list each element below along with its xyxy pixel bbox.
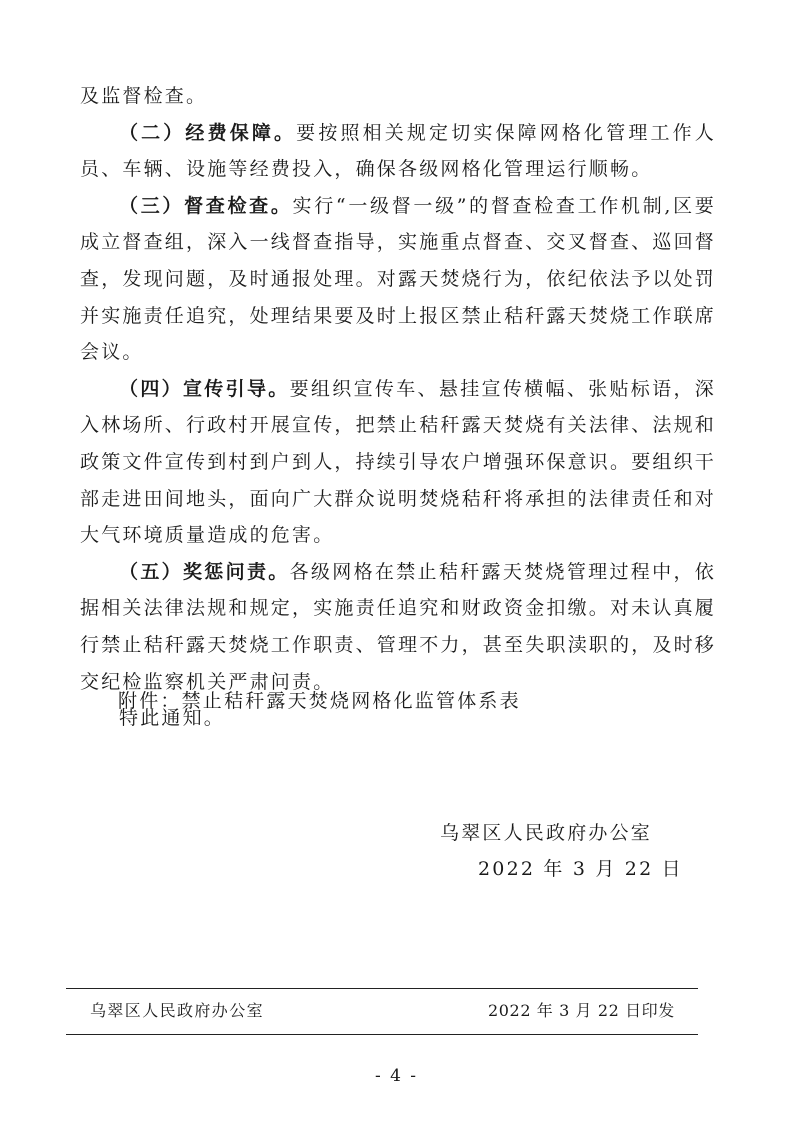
section-heading-publicity: （四）宣传引导。 <box>119 377 290 400</box>
section-text-accountability: 各级网格在禁止秸秆露天焚烧管理过程中，依据相关法律法规和规定，实施责任追究和财政资金扣缴。对未认真履行禁止秸秆露天焚烧工作职责、管理不力，甚至失职渎职的，及时移交纪检监察机关严肃问责。 <box>80 560 717 693</box>
section-text-publicity: 要组织宣传车、悬挂宣传横幅、张贴标语，深入林场所、行政村开展宣传，把禁止秸秆露天焚烧有关法律、法规和政策文件宣传到村到户到人，持续引导农户增强环保意识。要组织干部走进田间地头，面向广大群众说明焚烧秸秆将承担的法律责任和对大气环境质量造成的危害。 <box>80 377 717 547</box>
paragraph-inspection <box>80 188 716 371</box>
section-text-inspection: 实行“一级督一级”的督查检查工作机制,区要成立督查组，深入一线督查指导，实施重点督查、交叉督查、巡回督查，发现问题，及时通报处理。对露天焚烧行为，依纪依法予以处罚并实施责任追究，处理结果要及时上报区禁止秸秆露天焚烧工作联席会议。 <box>80 194 717 364</box>
section-heading-inspection: （三）督查检查。 <box>119 194 293 217</box>
paragraph-funding <box>80 115 716 188</box>
footer-issue-date: 2022 年 3 月 22 日印发 <box>488 1001 675 1020</box>
signature-block <box>440 818 683 881</box>
paragraph-continuation: 及监督检查。 <box>80 85 208 107</box>
page-number: - 4 - <box>374 1066 419 1086</box>
paragraph-publicity <box>80 371 716 554</box>
section-heading-funding: （二）经费保障。 <box>119 121 297 144</box>
signature-date: 2022 年 3 月 22 日 <box>478 858 683 880</box>
section-heading-accountability: （五）奖惩问责。 <box>119 560 290 583</box>
signature-org: 乌翠区人民政府办公室 <box>440 822 653 844</box>
paragraph-accountability <box>80 554 716 700</box>
attachment-line: 附件：禁止秸秆露天焚烧网格化监管体系表 <box>118 690 521 712</box>
closing-line: 特此通知。 <box>119 707 226 730</box>
section-text-funding: 要按照相关规定切实保障网格化管理工作人员、车辆、设施等经费投入，确保各级网格化管理运行顺畅。 <box>80 121 716 181</box>
document-body <box>80 78 716 737</box>
footer-bottom-rule <box>66 1034 698 1035</box>
footer-top-rule <box>66 988 698 989</box>
footer-issuer: 乌翠区人民政府办公室 <box>90 1001 265 1020</box>
